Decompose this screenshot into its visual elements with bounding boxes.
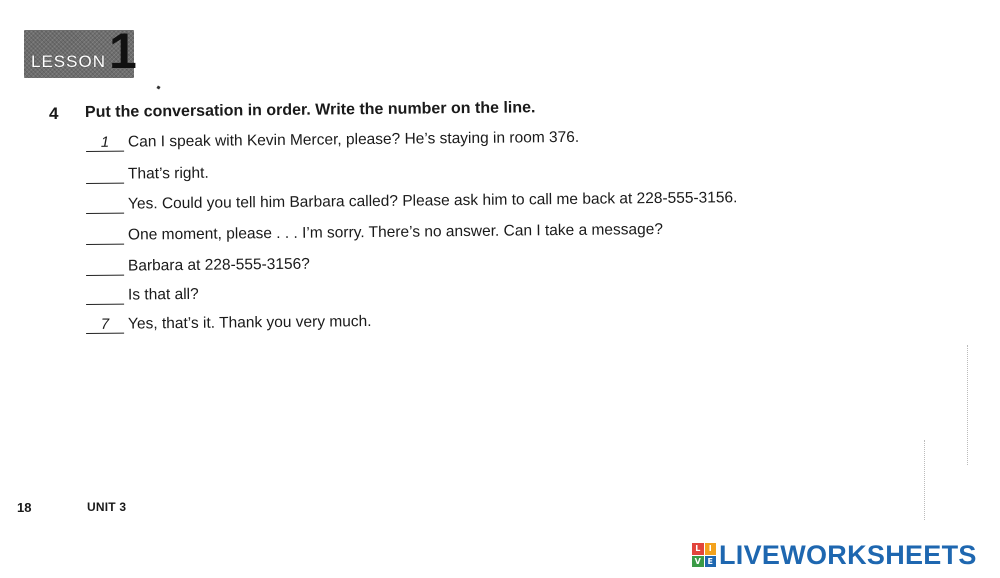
liveworksheets-logo-icon: L I V E	[692, 543, 716, 567]
conversation-line-6	[86, 282, 199, 305]
scan-edge-mark	[924, 440, 925, 520]
conversation-sentence-2: That’s right.	[127, 164, 209, 183]
liveworksheets-logo	[692, 538, 977, 572]
conversation-line-1	[86, 125, 579, 152]
answer-blank-2[interactable]	[86, 166, 124, 184]
conversation-line-2	[86, 161, 209, 184]
conversation-line-7	[86, 309, 372, 334]
scan-edge-mark	[967, 345, 968, 465]
conversation-sentence-4: One moment, please . . . I’m sorry. There’s no answer. Can I take a message?	[127, 220, 664, 244]
answer-blank-1[interactable]: 1	[86, 134, 124, 152]
unit-label: UNIT 3	[87, 500, 127, 514]
lesson-label: LESSON	[31, 52, 106, 71]
conversation-line-3	[86, 185, 738, 214]
exercise-instruction: Put the conversation in order. Write the number on the line.	[84, 99, 536, 121]
conversation-sentence-7: Yes, that’s it. Thank you very much.	[127, 313, 372, 333]
conversation-line-4	[86, 217, 663, 245]
exercise-number: 4	[49, 104, 59, 123]
liveworksheets-wordmark: LIVEWORKSHEETS	[719, 539, 977, 570]
conversation-sentence-5: Barbara at 228-555-3156?	[127, 255, 310, 275]
scan-speck	[156, 85, 160, 89]
conversation-sentence-6: Is that all?	[127, 285, 199, 304]
conversation-sentence-3: Yes. Could you tell him Barbara called? Please ask him to call me back at 228-555-3156.	[127, 189, 738, 213]
answer-blank-7[interactable]: 7	[86, 316, 124, 334]
conversation-sentence-1: Can I speak with Kevin Mercer, please? He’s staying in room 376.	[127, 128, 580, 151]
answer-blank-3[interactable]	[86, 196, 124, 214]
answer-blank-4[interactable]	[86, 227, 124, 245]
conversation-line-5	[86, 252, 310, 276]
page-number: 18	[17, 500, 32, 515]
lesson-badge	[24, 23, 137, 79]
lesson-number: 1	[109, 23, 137, 79]
answer-blank-6[interactable]	[86, 287, 124, 305]
answer-blank-5[interactable]	[86, 258, 124, 276]
